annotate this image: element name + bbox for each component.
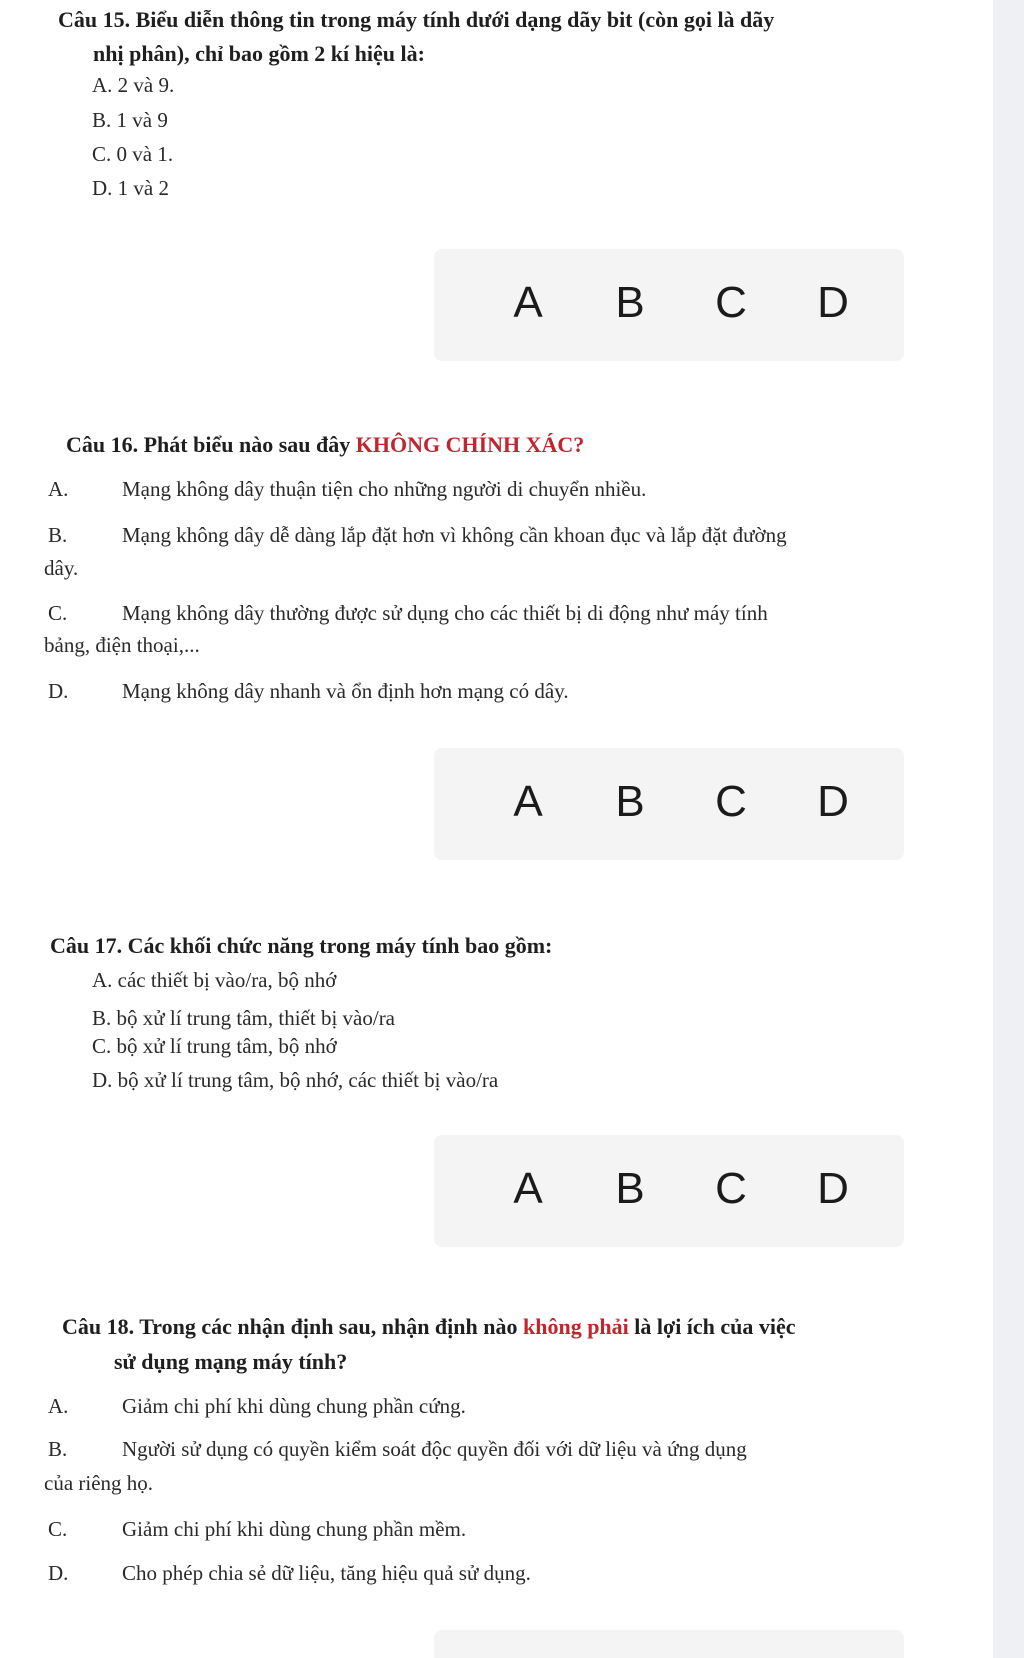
answer-selector-15 [434, 249, 904, 361]
answer-selector-18-partial [434, 1630, 904, 1658]
option-label: D. [48, 1561, 69, 1585]
answer-15-option-a[interactable]: A [513, 278, 543, 327]
question-17-option-d: D. bộ xử lí trung tâm, bộ nhớ, các thiết bị vào/ra [92, 1068, 499, 1092]
option-text: Mạng không dây nhanh và ổn định hơn mạng có dây. [122, 679, 569, 703]
question-18-title-line1 [62, 1311, 796, 1343]
question-17-option-a: A. các thiết bị vào/ra, bộ nhớ [92, 968, 337, 992]
question-15-option-a: A. 2 và 9. [92, 73, 175, 97]
option-text: Giảm chi phí khi dùng chung phần cứng. [122, 1394, 466, 1418]
answer-selector-16 [434, 748, 904, 860]
answer-15-option-c[interactable]: C [715, 278, 747, 327]
question-16-option-c-continuation: bảng, điện thoại,... [44, 633, 200, 657]
question-18-title-suffix: là lợi ích của việc [628, 1314, 796, 1339]
option-text: Mạng không dây thuận tiện cho những người di chuyển nhiều. [122, 477, 647, 501]
question-15-title-line1: Câu 15. Biểu diễn thông tin trong máy tính dưới dạng dãy bit (còn gọi là dãy [58, 7, 775, 32]
answer-17-option-d[interactable]: D [817, 1164, 849, 1213]
option-text: Người sử dụng có quyền kiểm soát độc quyền đối với dữ liệu và ứng dụng [122, 1437, 747, 1461]
option-label: A. [48, 1394, 69, 1418]
option-text: Giảm chi phí khi dùng chung phần mềm. [122, 1517, 467, 1541]
question-17-title: Câu 17. Các khối chức năng trong máy tính bao gồm: [50, 933, 553, 958]
answer-15-option-b[interactable]: B [615, 278, 645, 327]
question-18-option-b [48, 1434, 747, 1465]
option-label: A. [48, 477, 69, 501]
answer-17-option-a[interactable]: A [513, 1164, 543, 1213]
option-label: B. [48, 1437, 68, 1461]
question-18-title-line2: sử dụng mạng máy tính? [114, 1349, 348, 1374]
answer-16-option-c[interactable]: C [715, 777, 747, 826]
question-18-option-a [48, 1391, 466, 1422]
option-text: Mạng không dây thường được sử dụng cho các thiết bị di động như máy tính [122, 601, 768, 625]
answer-17-option-b[interactable]: B [615, 1164, 645, 1213]
right-scroll-margin [993, 0, 1024, 1658]
option-label: D. [48, 679, 69, 703]
question-16-title [66, 429, 584, 461]
answer-16-option-a[interactable]: A [513, 777, 543, 826]
option-text: Cho phép chia sẻ dữ liệu, tăng hiệu quả sử dụng. [122, 1561, 531, 1585]
option-label: B. [48, 523, 68, 547]
question-17-option-c: C. bộ xử lí trung tâm, bộ nhớ [92, 1034, 337, 1058]
question-18-title-text: Câu 18. Trong các nhận định sau, nhận định nào [62, 1314, 523, 1339]
question-15-option-d: D. 1 và 2 [92, 176, 169, 200]
answer-16-option-d[interactable]: D [817, 777, 849, 826]
question-18-option-c [48, 1514, 466, 1545]
answer-16-option-b[interactable]: B [615, 777, 645, 826]
option-label: C. [48, 601, 68, 625]
answer-17-option-c[interactable]: C [715, 1164, 747, 1213]
question-15-title-line2: nhị phân), chỉ bao gồm 2 kí hiệu là: [93, 41, 425, 66]
question-15-option-c: C. 0 và 1. [92, 142, 174, 166]
question-16-option-a [48, 474, 646, 505]
question-16-title-text: Câu 16. Phát biểu nào sau đây [66, 432, 356, 457]
question-18-title-highlight: không phải [522, 1314, 629, 1339]
question-16-option-b-continuation: dây. [44, 556, 79, 580]
question-16-title-highlight: KHÔNG CHÍNH XÁC? [355, 432, 585, 457]
answer-15-option-d[interactable]: D [817, 278, 849, 327]
answer-selector-17 [434, 1135, 904, 1247]
question-16-option-d [48, 676, 569, 707]
question-15-option-b: B. 1 và 9 [92, 108, 168, 132]
option-text: Mạng không dây dễ dàng lắp đặt hơn vì không cần khoan đục và lắp đặt đường [122, 523, 787, 547]
question-16-option-b [48, 520, 787, 551]
question-18-option-d [48, 1558, 531, 1589]
question-17-option-b: B. bộ xử lí trung tâm, thiết bị vào/ra [92, 1006, 396, 1030]
question-18-option-b-continuation: của riêng họ. [44, 1471, 154, 1495]
question-16-option-c [48, 598, 768, 629]
option-label: C. [48, 1517, 68, 1541]
